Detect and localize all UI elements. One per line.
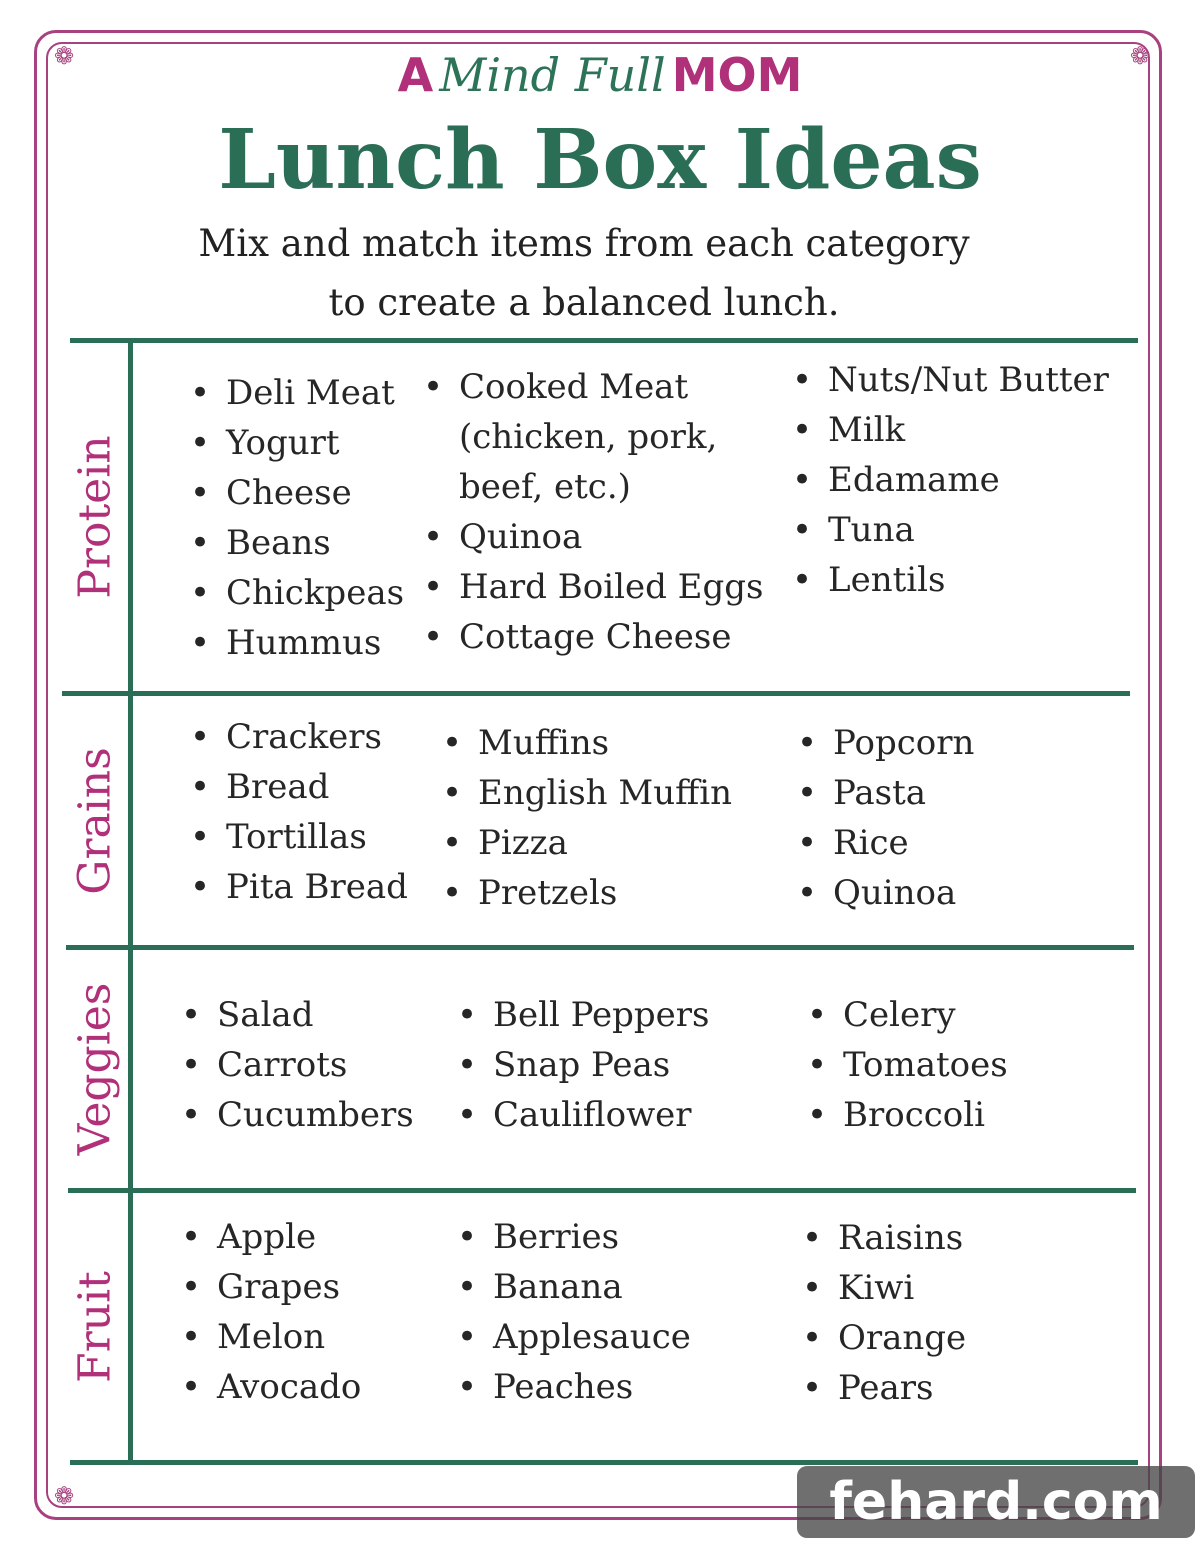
- divider-bottom: [70, 1460, 1138, 1465]
- list-item: • Grapes: [181, 1262, 361, 1312]
- watermark: fehard.com: [797, 1466, 1195, 1538]
- page-subtitle: [0, 214, 1168, 332]
- veggies-list-col-1: [181, 990, 414, 1140]
- list-item: • Bell Peppers: [457, 990, 709, 1040]
- grains-list-col-3: [797, 718, 974, 918]
- list-item: • Cheese: [190, 468, 404, 518]
- list-item: • Deli Meat: [190, 368, 404, 418]
- list-item: • Muffins: [442, 718, 732, 768]
- protein-list-col-1: [190, 368, 404, 668]
- list-item: • Celery: [807, 990, 1008, 1040]
- veggies-list-col-2: [457, 990, 709, 1140]
- subtitle-line-2: to create a balanced lunch.: [328, 281, 840, 324]
- protein-list-col-3: [792, 355, 1109, 605]
- list-item: • Tortillas: [190, 812, 408, 862]
- list-item: • English Muffin: [442, 768, 732, 818]
- corner-ornament-icon: ❁: [53, 42, 75, 70]
- divider-top: [70, 338, 1138, 343]
- category-grains: [60, 696, 130, 945]
- fruit-list-col-3: [802, 1213, 966, 1413]
- list-item: • Applesauce: [457, 1312, 691, 1362]
- list-item: • Edamame: [792, 455, 1109, 505]
- list-item: • Chickpeas: [190, 568, 404, 618]
- list-item: • Raisins: [802, 1213, 966, 1263]
- list-item: • Milk: [792, 405, 1109, 455]
- list-item: • Hard Boiled Eggs: [423, 562, 763, 612]
- divider-protein-grains: [62, 691, 1130, 696]
- list-item: • Popcorn: [797, 718, 974, 768]
- list-item: • Quinoa: [797, 868, 974, 918]
- brand-mind-full: Mind Full: [439, 48, 666, 102]
- divider-veggies-fruit: [68, 1188, 1136, 1193]
- corner-ornament-icon: ❁: [1129, 42, 1151, 70]
- category-label: Veggies: [69, 982, 121, 1156]
- category-protein: [60, 343, 130, 691]
- list-item-text: (chicken, pork,: [459, 417, 718, 457]
- list-item: • Peaches: [457, 1362, 691, 1412]
- brand-logo: [0, 48, 1200, 102]
- list-item: • Pita Bread: [190, 862, 408, 912]
- list-item: • Lentils: [792, 555, 1109, 605]
- list-item: • Pizza: [442, 818, 732, 868]
- fruit-list-col-1: [181, 1212, 361, 1412]
- list-item: • Berries: [457, 1212, 691, 1262]
- list-item: • Pasta: [797, 768, 974, 818]
- grains-list-col-1: [190, 712, 408, 912]
- list-item-continuation: [423, 462, 763, 512]
- category-label: Grains: [69, 746, 121, 895]
- divider-grains-veggies: [66, 945, 1134, 950]
- list-item: • Tuna: [792, 505, 1109, 555]
- list-item: • Cucumbers: [181, 1090, 414, 1140]
- list-item: • Pretzels: [442, 868, 732, 918]
- list-item: • Cauliflower: [457, 1090, 709, 1140]
- category-fruit: [60, 1193, 130, 1460]
- list-item: • Rice: [797, 818, 974, 868]
- protein-list-col-2: [423, 362, 763, 662]
- list-item: • Salad: [181, 990, 414, 1040]
- list-item: • Tomatoes: [807, 1040, 1008, 1090]
- list-item: • Pears: [802, 1363, 966, 1413]
- list-item: • Snap Peas: [457, 1040, 709, 1090]
- brand-a: A: [397, 48, 434, 102]
- list-item: • Yogurt: [190, 418, 404, 468]
- list-item: • Nuts/Nut Butter: [792, 355, 1109, 405]
- corner-ornament-icon: ❁: [53, 1482, 75, 1510]
- list-item: • Banana: [457, 1262, 691, 1312]
- veggies-list-col-3: [807, 990, 1008, 1140]
- list-item: • Kiwi: [802, 1263, 966, 1313]
- list-item: • Cottage Cheese: [423, 612, 763, 662]
- category-label: Fruit: [69, 1270, 121, 1383]
- page-title: Lunch Box Ideas: [218, 112, 982, 208]
- list-item: • Cooked Meat: [423, 362, 763, 412]
- category-veggies: [60, 950, 130, 1188]
- list-item: • Melon: [181, 1312, 361, 1362]
- subtitle-line-1: Mix and match items from each category: [198, 222, 970, 265]
- list-item: • Orange: [802, 1313, 966, 1363]
- list-item: • Crackers: [190, 712, 408, 762]
- list-item-text: beef, etc.): [459, 467, 631, 507]
- list-item: • Quinoa: [423, 512, 763, 562]
- list-item: • Apple: [181, 1212, 361, 1262]
- brand-mom: MOM: [671, 48, 803, 102]
- fruit-list-col-2: [457, 1212, 691, 1412]
- category-label: Protein: [69, 435, 121, 599]
- list-item: • Hummus: [190, 618, 404, 668]
- list-item: • Bread: [190, 762, 408, 812]
- list-item-continuation: [423, 412, 763, 462]
- list-item: • Avocado: [181, 1362, 361, 1412]
- grains-list-col-2: [442, 718, 732, 918]
- list-item: • Broccoli: [807, 1090, 1008, 1140]
- list-item: • Carrots: [181, 1040, 414, 1090]
- list-item: • Beans: [190, 518, 404, 568]
